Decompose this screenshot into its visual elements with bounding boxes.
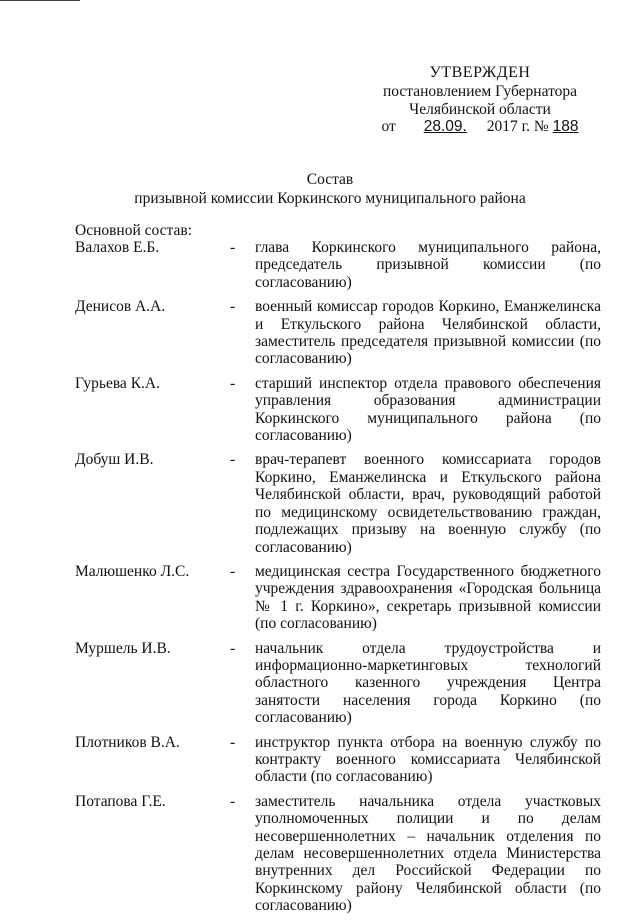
approval-title: УТВЕРЖДЕН (429, 64, 531, 81)
member-dash: - (230, 374, 236, 392)
approval-line-2: Челябинской области (409, 100, 551, 118)
approval-year: 2017 г. № (486, 118, 549, 136)
member-role: военный комиссар городов Коркино, Еманжелинска и Еткульского района Челябинской области, заместитель председателя призывной комиссии (по согласованию) (255, 298, 601, 368)
approval-line-1: постановлением Губернатора (382, 83, 578, 101)
member-dash: - (230, 239, 236, 256)
member-role: начальник отдела трудоустройства и информационно-маркетинговых технологий областного казенного учреждения Центра занятости населения города Коркино (по согласованию) (255, 639, 601, 727)
top-rule (0, 0, 80, 1)
title-line-2: призывной комиссии Коркинского муниципального района (134, 190, 526, 208)
member-row (75, 793, 605, 915)
approval-from-prefix: от (381, 118, 396, 136)
member-dash: - (230, 298, 236, 316)
member-dash: - (230, 639, 236, 657)
member-row (75, 563, 605, 633)
member-name: Муршель И.В. (75, 639, 171, 657)
member-name: Денисов А.А. (75, 298, 166, 316)
member-dash: - (230, 733, 236, 751)
member-name: Гурьева К.А. (75, 374, 160, 392)
approval-date: 28.09. (423, 118, 467, 136)
approval-number: 188 (552, 118, 579, 136)
member-name: Добуш И.В. (75, 451, 154, 469)
member-row (75, 298, 605, 368)
member-name: Плотников В.А. (75, 733, 180, 751)
member-role: врач-терапевт военного комиссариата городов Коркино, Еманжелинска и Еткульского района Челябинской области, врач, руководящий работой по медицинскому освидетельствованию граждан, подлежащих призыву на военную службу (по согласованию) (255, 451, 601, 556)
document-title (60, 171, 600, 210)
member-row (75, 640, 605, 727)
approval-block (360, 64, 600, 136)
title-line-1: Состав (306, 171, 354, 188)
approval-date-line (360, 118, 600, 135)
member-role: глава Коркинского муниципального района, председатель призывной комиссии (по согласованию) (255, 239, 601, 291)
member-role: инструктор пункта отбора на военную службу по контракту военного комиссариата Челябинской области (по согласованию) (255, 733, 601, 786)
section-header: Основной состав: (75, 222, 193, 239)
member-name: Потапова Г.Е. (75, 792, 166, 810)
member-row (75, 734, 605, 786)
member-row (75, 239, 605, 291)
member-role: старший инспектор отдела правового обеспечения управления образования администрации Коркинского муниципального района (по согласованию) (255, 374, 601, 445)
member-role: медицинская сестра Государственного бюджетного учреждения здравоохранения «Городская больница № 1 г. Коркино», секретарь призывной комиссии (по согласованию) (255, 562, 601, 633)
member-dash: - (230, 562, 236, 580)
member-row (75, 375, 605, 445)
member-dash: - (230, 451, 236, 469)
member-row (75, 451, 605, 555)
members-list (75, 239, 605, 922)
member-dash: - (230, 792, 236, 810)
member-name: Валахов Е.Б. (75, 239, 160, 256)
member-name: Малюшенко Л.С. (75, 562, 190, 580)
member-role: заместитель начальника отдела участковых уполномоченных полиции и по делам несовершеннолетних – начальник отделения по делам несовершеннолетних отдела Министерства внутренних дел Российской Федерации по Коркинскому району Челябинской области (по согласованию) (255, 792, 601, 915)
